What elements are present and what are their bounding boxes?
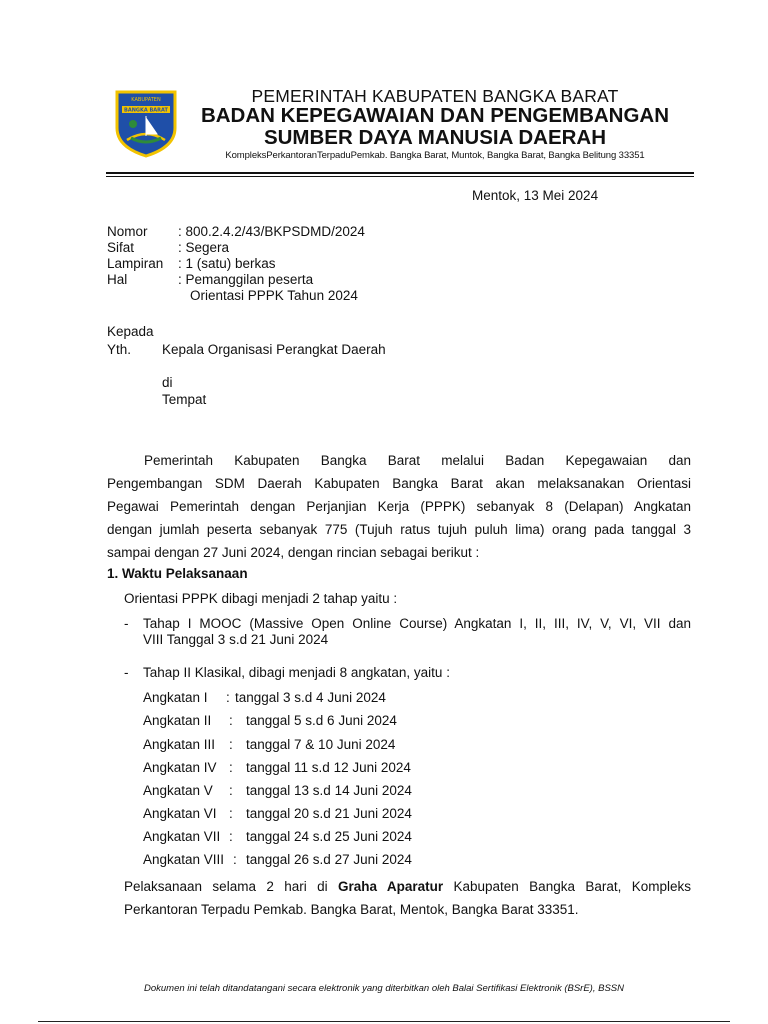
tahap2-text: Tahap II Klasikal, dibagi menjadi 8 angkatan, yaitu :: [143, 665, 450, 680]
letterhead-government: PEMERINTAH KABUPATEN BANGKA BARAT: [251, 86, 619, 106]
paragraph-line: Pengembangan SDM Daerah Kabupaten Bangka Barat akan melaksanakan Orientasi: [107, 476, 691, 491]
venue-line1: [124, 875, 691, 898]
angkatan-sep: :: [229, 829, 233, 844]
hal-label: Hal: [107, 272, 128, 287]
venue-paragraph: [124, 875, 691, 921]
venue-text-post: Kabupaten Bangka Barat, Kompleks: [443, 879, 691, 894]
paragraph-line: sampai dengan 27 Juni 2024, dengan rincian sebagai berikut :: [107, 545, 480, 560]
recipient-name: Kepala Organisasi Perangkat Daerah: [162, 342, 386, 357]
bullet-dash: -: [124, 665, 129, 680]
nomor-label: Nomor: [107, 224, 148, 239]
sifat-value: : Segera: [178, 240, 230, 255]
letterhead-agency-line1: BADAN KEPEGAWAIAN DAN PENGEMBANGAN: [200, 104, 670, 127]
angkatan-label: Angkatan VIII: [143, 852, 225, 867]
nomor-value: : 800.2.4.2/43/BKPSDMD/2024: [178, 224, 365, 239]
angkatan-date: tanggal 7 & 10 Juni 2024: [246, 737, 396, 752]
logo-band-text: BANGKA BARAT: [124, 107, 168, 114]
recipient-place: Tempat: [162, 392, 207, 407]
hal-value-line1: : Pemanggilan peserta: [178, 272, 314, 287]
tahap1-line2: VIII Tanggal 3 s.d 21 Juni 2024: [143, 632, 329, 647]
angkatan-date: tanggal 24 s.d 25 Juni 2024: [246, 829, 412, 844]
kepada-label: Kepada: [107, 324, 154, 339]
angkatan-label: Angkatan II: [143, 713, 212, 728]
section-title-waktu: 1. Waktu Pelaksanaan: [107, 566, 248, 581]
angkatan-date: tanggal 13 s.d 14 Juni 2024: [246, 783, 412, 798]
angkatan-label: Angkatan VI: [143, 806, 217, 821]
section-intro: Orientasi PPPK dibagi menjadi 2 tahap yaitu :: [124, 591, 398, 606]
sifat-label: Sifat: [107, 240, 135, 255]
venue-text-pre: Pelaksanaan selama 2 hari di: [124, 879, 338, 894]
opening-paragraph: [107, 449, 691, 564]
tahap1-block: [143, 616, 691, 648]
e-signature-footer: Dokumen ini telah ditandatangani secara elektronik yang diterbitkan oleh Balai Sertifikasi Elektronik (BSrE), BSSN: [144, 983, 624, 994]
angkatan-sep: :: [233, 852, 237, 867]
angkatan-sep: :: [229, 737, 233, 752]
letterhead-rule-thin: [106, 176, 694, 177]
angkatan-sep: :: [229, 783, 233, 798]
angkatan-date: tanggal 3 s.d 4 Juni 2024: [235, 690, 386, 705]
angkatan-date: tanggal 20 s.d 21 Juni 2024: [246, 806, 412, 821]
angkatan-sep: :: [229, 713, 233, 728]
bullet-dash: -: [124, 616, 129, 631]
logo-top-text: KABUPATEN: [131, 97, 161, 103]
letter-date: Mentok, 13 Mei 2024: [472, 188, 599, 203]
angkatan-label: Angkatan III: [143, 737, 216, 752]
letterhead-address: KompleksPerkantoranTerpaduPemkab. Bangka Barat, Muntok, Bangka Barat, Bangka Belitung 33351: [225, 150, 645, 161]
angkatan-date: tanggal 11 s.d 12 Juni 2024: [246, 760, 411, 775]
yth-label: Yth.: [107, 342, 132, 357]
lampiran-label: Lampiran: [107, 256, 164, 271]
letterhead-rule-thick: [106, 172, 694, 174]
bangka-barat-logo-icon: [113, 88, 179, 158]
venue-line2: Perkantoran Terpadu Pemkab. Bangka Barat, Mentok, Bangka Barat 33351.: [124, 902, 579, 917]
paragraph-line: dengan jumlah peserta sebanyak 775 (Tujuh ratus tujuh puluh lima) orang pada tanggal 3: [107, 522, 691, 537]
angkatan-label: Angkatan VII: [143, 829, 221, 844]
angkatan-label: Angkatan V: [143, 783, 213, 798]
letterhead-agency-line2: SUMBER DAYA MANUSIA DAERAH: [263, 126, 607, 149]
angkatan-date: tanggal 26 s.d 27 Juni 2024: [246, 852, 412, 867]
angkatan-label: Angkatan I: [143, 690, 208, 705]
angkatan-sep: :: [226, 690, 230, 705]
venue-name: Graha Aparatur: [337, 879, 444, 894]
lampiran-value: : 1 (satu) berkas: [178, 256, 276, 271]
paragraph-line: Pegawai Pemerintah dengan Perjanjian Kerja (PPPK) sebanyak 8 (Delapan) Angkatan: [107, 499, 691, 514]
angkatan-date: tanggal 5 s.d 6 Juni 2024: [246, 713, 397, 728]
hal-value-line2: Orientasi PPPK Tahun 2024: [190, 288, 358, 303]
page-bottom-rule: [38, 1021, 730, 1022]
angkatan-sep: :: [229, 760, 233, 775]
recipient-di: di: [162, 375, 173, 390]
angkatan-label: Angkatan IV: [143, 760, 217, 775]
tahap1-line1: Tahap I MOOC (Massive Open Online Course) Angkatan I, II, III, IV, V, VI, VII dan: [143, 616, 691, 631]
paragraph-line: Pemerintah Kabupaten Bangka Barat melalui Badan Kepegawaian dan: [144, 453, 691, 468]
angkatan-sep: :: [229, 806, 233, 821]
